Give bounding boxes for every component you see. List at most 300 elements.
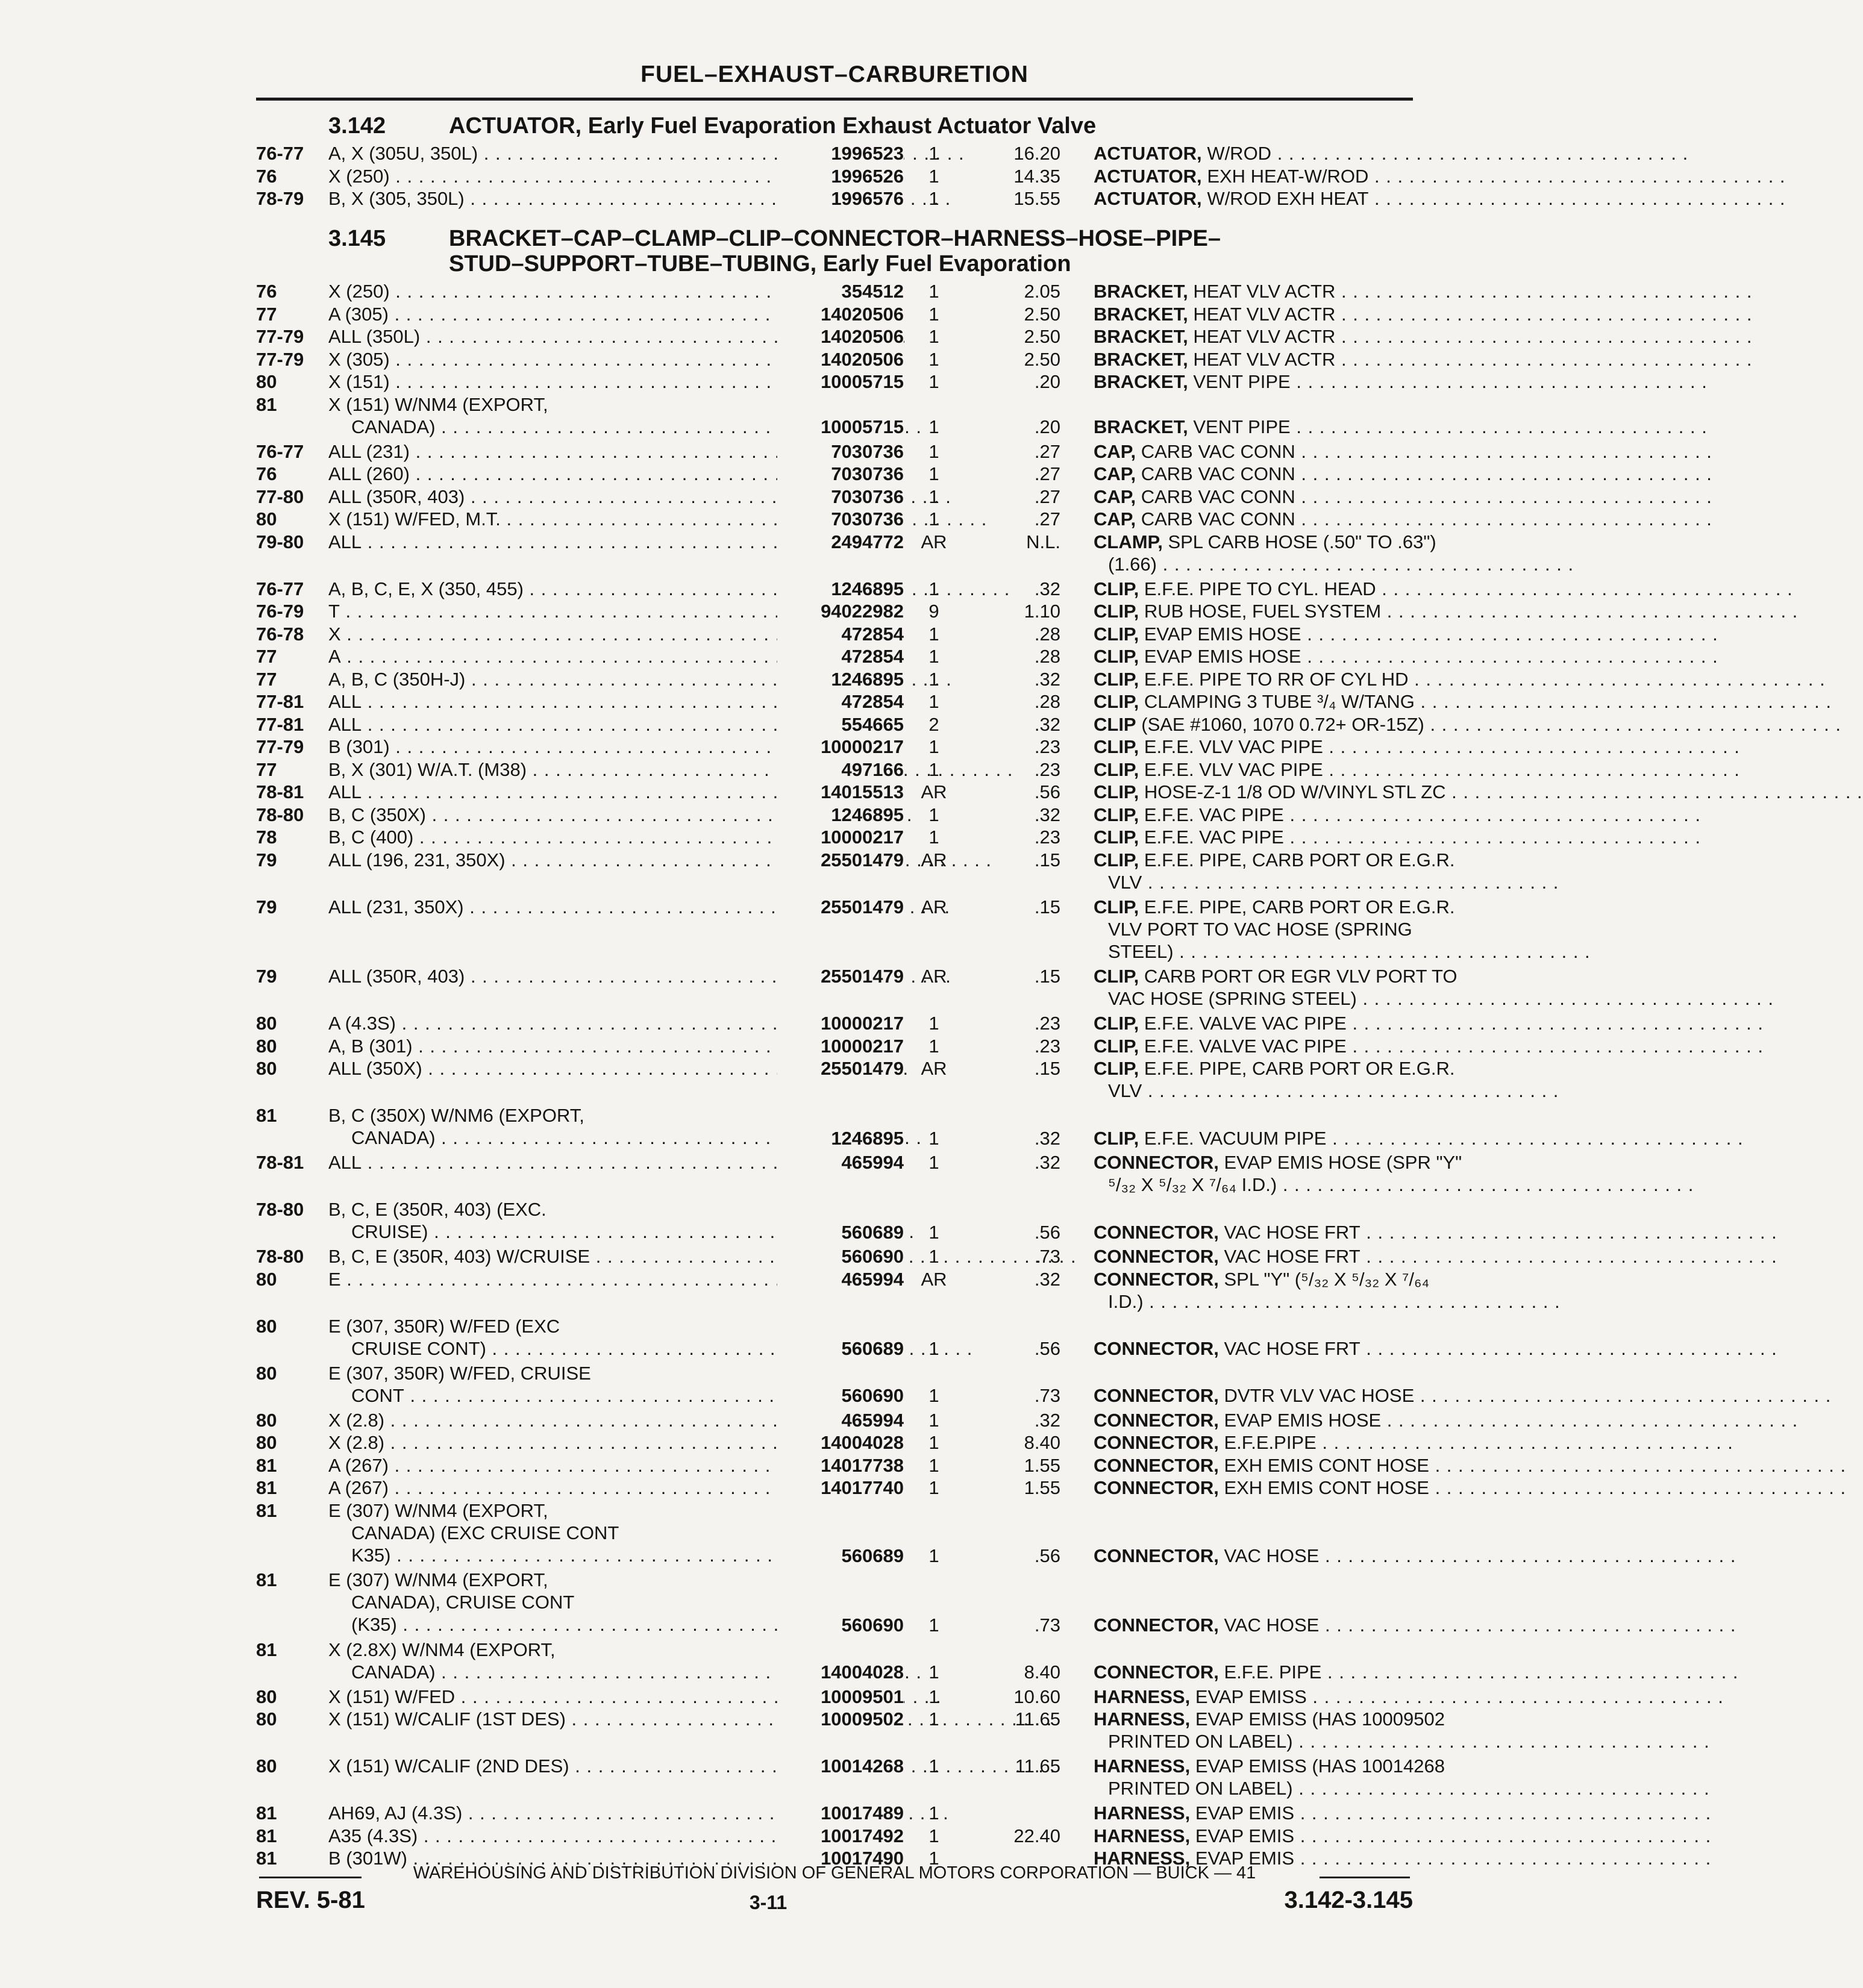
part-type: BRACKET, (1094, 326, 1188, 347)
price: 15.55 (1013, 188, 1060, 209)
price: .32 (1034, 1127, 1060, 1149)
model-line: K35) . . . (328, 1544, 904, 1566)
description-text: EXH EMIS CONT HOSE (1224, 1454, 1429, 1476)
description-text: VAC HOSE FRT (1224, 1338, 1360, 1359)
price: .27 (1034, 463, 1060, 484)
model-line: CANADA), CRUISE CONT (351, 1592, 575, 1613)
price: .23 (1034, 1035, 1060, 1057)
quantity: 1 (928, 1614, 939, 1636)
model-line: B (301) . . . (328, 736, 904, 758)
part-type: CONNECTOR, (1094, 1614, 1219, 1636)
part-type: CONNECTOR, (1094, 1545, 1219, 1566)
parts-row (256, 1454, 1429, 1477)
model-line: A (267) . . . (328, 1477, 904, 1499)
description-line (1094, 645, 1413, 667)
price: .23 (1034, 758, 1060, 780)
part-number: 25501479 (777, 965, 904, 987)
model-year: 77-81 (256, 691, 304, 712)
description-text: E.F.E. PIPE TO CYL. HEAD (1144, 578, 1376, 599)
parts-row (256, 1477, 1429, 1499)
section-title-line: BRACKET–CAP–CLAMP–CLIP–CONNECTOR–HARNESS–HOSE–PIPE– (449, 226, 1221, 251)
part-number: 497166 (777, 758, 904, 781)
description-line (1094, 1708, 1445, 1730)
description-line (1094, 370, 1413, 393)
model-year: 81 (256, 1848, 277, 1869)
description-line (1094, 1661, 1413, 1683)
description-line (1094, 826, 1413, 848)
price: .20 (1034, 416, 1060, 437)
description-text: E.F.E. PIPE, CARB PORT OR E.G.R. (1144, 849, 1455, 871)
description-text: CLAMPING 3 TUBE ³/₄ W/TANG (1144, 691, 1415, 712)
part-number: 10017489 (777, 1802, 904, 1824)
parts-row (256, 1245, 1413, 1268)
part-type: HARNESS, (1094, 1802, 1191, 1824)
parts-row (256, 1708, 1445, 1755)
quantity: 1 (928, 1152, 939, 1173)
quantity: 1 (928, 1385, 939, 1406)
revision-label: REV. 5-81 (256, 1887, 365, 1913)
model-year: 81 (256, 1454, 277, 1476)
price: .20 (1034, 371, 1060, 392)
model-line: ALL (231) . . . (328, 440, 904, 463)
part-type: CLIP, (1094, 1058, 1139, 1079)
price: .73 (1034, 1246, 1060, 1267)
quantity: 1 (928, 165, 939, 187)
quantity: AR (921, 966, 947, 987)
part-number: 14020506 (777, 348, 904, 370)
model-year: 76 (256, 463, 277, 484)
model-line: X (2.8) . . . (328, 1409, 904, 1431)
part-description (1094, 781, 1446, 803)
section-heading (256, 113, 1413, 142)
model-line: B, X (305, 350L) . . . (328, 187, 904, 210)
parts-row (256, 1268, 1430, 1315)
quantity: 1 (928, 1477, 939, 1498)
parts-row (256, 578, 1413, 601)
model-year: 77 (256, 646, 277, 667)
description-text: HEAT VLV ACTR (1193, 348, 1336, 370)
parts-row (256, 1198, 1413, 1245)
quantity: 1 (928, 143, 939, 164)
model-line: CANADA) . . . (328, 1661, 904, 1683)
parts-row (256, 280, 1413, 303)
part-type: CONNECTOR, (1094, 1221, 1219, 1243)
parts-row (256, 713, 1424, 736)
description-line (1094, 1151, 1462, 1174)
description-text: CARB PORT OR EGR VLV PORT TO (1144, 966, 1458, 987)
description-line (1094, 1012, 1413, 1034)
price: 2.50 (1024, 303, 1060, 325)
part-description (1094, 1057, 1455, 1102)
description-text: HOSE-Z-1 1/8 OD W/VINYL STL ZC (1144, 781, 1446, 802)
part-type: CONNECTOR, (1094, 1432, 1219, 1453)
price: .56 (1034, 1338, 1060, 1359)
part-number: 1996526 (777, 165, 904, 187)
part-type: CLIP, (1094, 1127, 1139, 1149)
quantity: 9 (928, 601, 939, 622)
price: .27 (1034, 508, 1060, 530)
quantity: 1 (928, 578, 939, 599)
quantity: 2 (928, 713, 939, 735)
model-line: ALL . . . (328, 1151, 904, 1174)
description-line (1094, 600, 1413, 622)
model-line: ALL (260) . . . (328, 463, 904, 485)
price: 2.05 (1024, 281, 1060, 302)
model-year: 77-81 (256, 713, 304, 735)
description-line (1094, 1409, 1413, 1431)
description-line: VLV PORT TO VAC HOSE (SPRING (1108, 918, 1412, 940)
part-description (1094, 804, 1413, 826)
part-description (1094, 165, 1413, 187)
description-text: CARB VAC CONN (1141, 486, 1295, 507)
part-number: 1996576 (777, 187, 904, 210)
description-line (1094, 668, 1413, 690)
part-type: CLIP, (1094, 827, 1139, 848)
description-text: HEAT VLV ACTR (1193, 303, 1336, 325)
part-type: CAP, (1094, 463, 1136, 484)
model-year: 81 (256, 1569, 277, 1590)
parts-row (256, 1825, 1413, 1848)
part-description (1094, 1545, 1413, 1567)
parts-row (256, 1431, 1413, 1454)
model-line: CANADA) . . . (328, 416, 904, 438)
part-description (1094, 1755, 1445, 1799)
part-description (1094, 1661, 1413, 1683)
model-year: 79 (256, 896, 277, 917)
part-description (1094, 578, 1413, 600)
description-text: E.F.E. VALVE VAC PIPE (1144, 1013, 1347, 1034)
model-line: ALL (196, 231, 350X) . . . (328, 849, 904, 871)
parts-row (256, 1686, 1413, 1708)
quantity: 1 (928, 1454, 939, 1476)
part-type: CONNECTOR, (1094, 1409, 1219, 1431)
part-type: CLIP, (1094, 1013, 1139, 1034)
quantity: 1 (928, 1545, 939, 1566)
parts-row (256, 645, 1413, 668)
model-line: X . . . (328, 623, 904, 645)
quantity: 1 (928, 440, 939, 462)
price: 10.60 (1013, 1686, 1060, 1707)
description-line (1094, 531, 1436, 553)
quantity: 1 (928, 1802, 939, 1824)
description-line (1094, 1035, 1413, 1057)
quantity: 1 (928, 668, 939, 690)
part-description (1094, 303, 1413, 325)
model-year: 79-80 (256, 531, 304, 552)
part-type: CLIP, (1094, 1035, 1139, 1057)
description-line (1094, 1755, 1445, 1777)
part-number: 2494772 (777, 531, 904, 553)
part-description (1094, 1012, 1413, 1034)
part-description (1094, 1409, 1413, 1431)
parts-row (256, 758, 1413, 781)
description-text: VENT PIPE (1193, 416, 1291, 437)
model-year: 81 (256, 1105, 277, 1126)
model-line: ALL (350X) . . . (328, 1057, 904, 1080)
quantity: 1 (928, 348, 939, 370)
parts-row (256, 531, 1436, 578)
part-number: 7030736 (777, 463, 904, 485)
description-line (1094, 1431, 1413, 1454)
description-text: E.F.E. VACUUM PIPE (1144, 1127, 1327, 1149)
description-text: E.F.E. PIPE, CARB PORT OR E.G.R. (1144, 1058, 1455, 1079)
description-text: EVAP EMISS (HAS 10009502 (1195, 1708, 1445, 1730)
model-line: E (307, 350R) W/FED (EXC (328, 1315, 560, 1337)
model-year: 81 (256, 1499, 277, 1521)
model-line: ALL (350L) . . . (328, 325, 904, 348)
part-description (1094, 1431, 1413, 1454)
part-type: CONNECTOR, (1094, 1152, 1219, 1173)
part-type: BRACKET, (1094, 416, 1188, 437)
model-year: 80 (256, 1268, 277, 1290)
price: .32 (1034, 713, 1060, 735)
part-type: BRACKET, (1094, 281, 1188, 302)
model-year: 78-80 (256, 1199, 304, 1220)
description-line (1094, 758, 1413, 781)
part-description (1094, 348, 1413, 370)
description-text: VAC HOSE (1224, 1545, 1320, 1566)
quantity: 1 (928, 1686, 939, 1707)
model-line: B, C (400) . . . (328, 826, 904, 848)
quantity: 1 (928, 1338, 939, 1359)
model-line: X (250) . . . (328, 280, 904, 302)
description-line: PRINTED ON LABEL) . . . (1094, 1777, 1413, 1799)
parts-row (256, 1012, 1413, 1035)
quantity: 1 (928, 463, 939, 484)
part-type: CONNECTOR, (1094, 1268, 1219, 1290)
part-description (1094, 896, 1455, 963)
part-type: CLIP, (1094, 601, 1139, 622)
description-line (1094, 348, 1413, 370)
description-line: PRINTED ON LABEL) . . . (1094, 1730, 1413, 1752)
model-year: 77-80 (256, 486, 304, 507)
description-text: EVAP EMIS (1195, 1825, 1295, 1846)
model-year: 80 (256, 371, 277, 392)
description-line (1094, 1337, 1413, 1360)
part-number: 10000217 (777, 826, 904, 848)
model-year: 80 (256, 1686, 277, 1707)
price: 8.40 (1024, 1661, 1060, 1683)
quantity: 1 (928, 1432, 939, 1453)
description-line (1094, 781, 1446, 803)
price: .32 (1034, 1268, 1060, 1290)
description-text: VENT PIPE (1193, 371, 1291, 392)
model-year: 77 (256, 758, 277, 780)
model-year: 76-79 (256, 601, 304, 622)
part-number: 25501479 (777, 849, 904, 871)
model-line: A, B, C (350H-J) . . . (328, 668, 904, 690)
parts-row (256, 600, 1413, 623)
part-description (1094, 645, 1413, 667)
part-description (1094, 1245, 1413, 1268)
part-description (1094, 325, 1413, 348)
part-type: ACTUATOR, (1094, 188, 1202, 209)
parts-row (256, 440, 1413, 463)
quantity: 1 (928, 281, 939, 302)
description-text: CARB VAC CONN (1141, 508, 1295, 530)
part-type: CONNECTOR, (1094, 1246, 1219, 1267)
model-line: CANADA) . . . (328, 1127, 904, 1149)
part-number: 1246895 (777, 578, 904, 600)
section-title (449, 226, 1221, 277)
part-type: CLIP, (1094, 668, 1139, 690)
model-line: ALL . . . (328, 531, 904, 553)
part-description (1094, 1825, 1413, 1847)
parts-row (256, 325, 1413, 348)
price: .32 (1034, 1409, 1060, 1431)
description-text: EVAP EMISS (HAS 10014268 (1195, 1755, 1445, 1777)
quantity: 1 (928, 1221, 939, 1243)
part-description (1094, 463, 1413, 485)
description-text: (SAE #1060, 1070 0.72+ OR-15Z) (1141, 713, 1424, 735)
part-type: HARNESS, (1094, 1686, 1191, 1707)
description-line: I.D.) . . . (1094, 1290, 1413, 1313)
quantity: 1 (928, 1825, 939, 1846)
description-text: E.F.E. VLV VAC PIPE (1144, 758, 1323, 780)
parts-row (256, 370, 1413, 393)
part-description (1094, 1035, 1413, 1057)
part-number: 1246895 (777, 1127, 904, 1149)
part-type: CLIP, (1094, 804, 1139, 825)
part-type: ACTUATOR, (1094, 143, 1202, 164)
price: 11.65 (1015, 1708, 1060, 1730)
model-year: 80 (256, 1035, 277, 1057)
model-line: B, C, E (350R, 403) (EXC. (328, 1199, 546, 1220)
part-number: 560689 (777, 1221, 904, 1243)
quantity: AR (921, 781, 947, 802)
part-description (1094, 1127, 1413, 1149)
part-type: CLAMP, (1094, 531, 1163, 552)
model-line: X (151) W/FED, M.T. . . . (328, 508, 904, 530)
part-description (1094, 1477, 1429, 1499)
description-text: EVAP EMIS HOSE (1144, 623, 1301, 645)
quantity: 1 (928, 1246, 939, 1267)
description-line (1094, 486, 1413, 508)
price: .23 (1034, 1013, 1060, 1034)
parts-row (256, 896, 1455, 966)
model-year: 80 (256, 1362, 277, 1384)
model-line: AH69, AJ (4.3S) . . . (328, 1802, 904, 1824)
description-text: W/ROD EXH HEAT (1207, 188, 1369, 209)
price: .28 (1034, 623, 1060, 645)
description-line (1094, 303, 1413, 325)
model-year: 78-80 (256, 1246, 304, 1267)
description-text: SPL "Y" (⁵/₃₂ X ⁵/₃₂ X ⁷/₆₄ (1224, 1268, 1430, 1290)
price: .23 (1034, 736, 1060, 757)
part-description (1094, 531, 1436, 575)
price: 1.55 (1024, 1477, 1060, 1498)
parts-row (256, 1569, 1413, 1639)
parts-row (256, 849, 1455, 896)
part-number: 560689 (777, 1545, 904, 1567)
part-number: 554665 (777, 713, 904, 736)
parts-row (256, 142, 1413, 165)
description-line (1094, 416, 1413, 438)
model-year: 77 (256, 668, 277, 690)
part-number: 10014268 (777, 1755, 904, 1777)
quantity: AR (921, 896, 947, 917)
part-description (1094, 1708, 1445, 1752)
price: .73 (1034, 1614, 1060, 1636)
part-number: 472854 (777, 690, 904, 713)
part-type: CLIP, (1094, 758, 1139, 780)
model-line: A35 (4.3S) . . . (328, 1825, 904, 1847)
parts-row (256, 1409, 1413, 1432)
model-line: E . . . (328, 1268, 904, 1290)
part-description (1094, 370, 1413, 393)
footer-publisher: WAREHOUSING AND DISTRIBUTION DIVISION OF GENERAL MOTORS CORPORATION — BUICK — 41 (413, 1863, 1256, 1883)
page-header (256, 61, 1413, 101)
part-number: 14017740 (777, 1477, 904, 1499)
part-type: HARNESS, (1094, 1848, 1191, 1869)
model-year: 80 (256, 1755, 277, 1777)
part-description (1094, 1614, 1413, 1636)
model-year: 76 (256, 165, 277, 187)
price: .32 (1034, 804, 1060, 825)
parts-row (256, 1104, 1413, 1151)
description-line: VLV . . . (1094, 1080, 1413, 1102)
price: .56 (1034, 1221, 1060, 1243)
price: .56 (1034, 1545, 1060, 1566)
price: .15 (1034, 1058, 1060, 1079)
part-description (1094, 849, 1455, 893)
quantity: AR (921, 849, 947, 871)
price: .32 (1034, 668, 1060, 690)
part-description (1094, 440, 1413, 463)
model-year: 81 (256, 1802, 277, 1824)
price: .56 (1034, 781, 1060, 802)
description-line (1094, 463, 1413, 485)
part-type: CLIP, (1094, 736, 1139, 757)
page-number: 3-11 (749, 1892, 787, 1913)
description-text: E.F.E. PIPE (1224, 1661, 1322, 1683)
quantity: 1 (928, 1661, 939, 1683)
model-line: ALL (350R, 403) . . . (328, 965, 904, 987)
description-text: E.F.E. VALVE VAC PIPE (1144, 1035, 1347, 1057)
price: .27 (1034, 440, 1060, 462)
description-line (1094, 1245, 1413, 1268)
parts-row (256, 1057, 1455, 1104)
description-line (1094, 690, 1413, 713)
description-line (1094, 1384, 1413, 1407)
price: 1.55 (1024, 1454, 1060, 1476)
part-type: CAP, (1094, 508, 1136, 530)
model-year: 80 (256, 1409, 277, 1431)
part-type: BRACKET, (1094, 371, 1188, 392)
catalog-section-3-145 (256, 226, 1462, 1870)
model-line: X (151) W/FED . . . (328, 1686, 904, 1708)
part-type: CONNECTOR, (1094, 1454, 1219, 1476)
price: .73 (1034, 1385, 1060, 1406)
model-year: 79 (256, 849, 277, 871)
parts-row (256, 668, 1413, 691)
quantity: AR (921, 1058, 947, 1079)
model-year: 81 (256, 1477, 277, 1498)
quantity: 1 (928, 1755, 939, 1777)
part-number: 94022982 (777, 600, 904, 622)
model-line: ALL . . . (328, 713, 904, 736)
model-line: E (307) W/NM4 (EXPORT, (328, 1499, 548, 1521)
description-line (1094, 142, 1413, 164)
quantity: 1 (928, 486, 939, 507)
description-text: EXH EMIS CONT HOSE (1224, 1477, 1429, 1498)
price: 22.40 (1013, 1825, 1060, 1846)
part-number: 1996523 (777, 142, 904, 164)
model-year: 78-80 (256, 804, 304, 825)
price: N.L. (1026, 531, 1060, 552)
description-line (1094, 1057, 1455, 1080)
description-text: W/ROD (1207, 143, 1272, 164)
